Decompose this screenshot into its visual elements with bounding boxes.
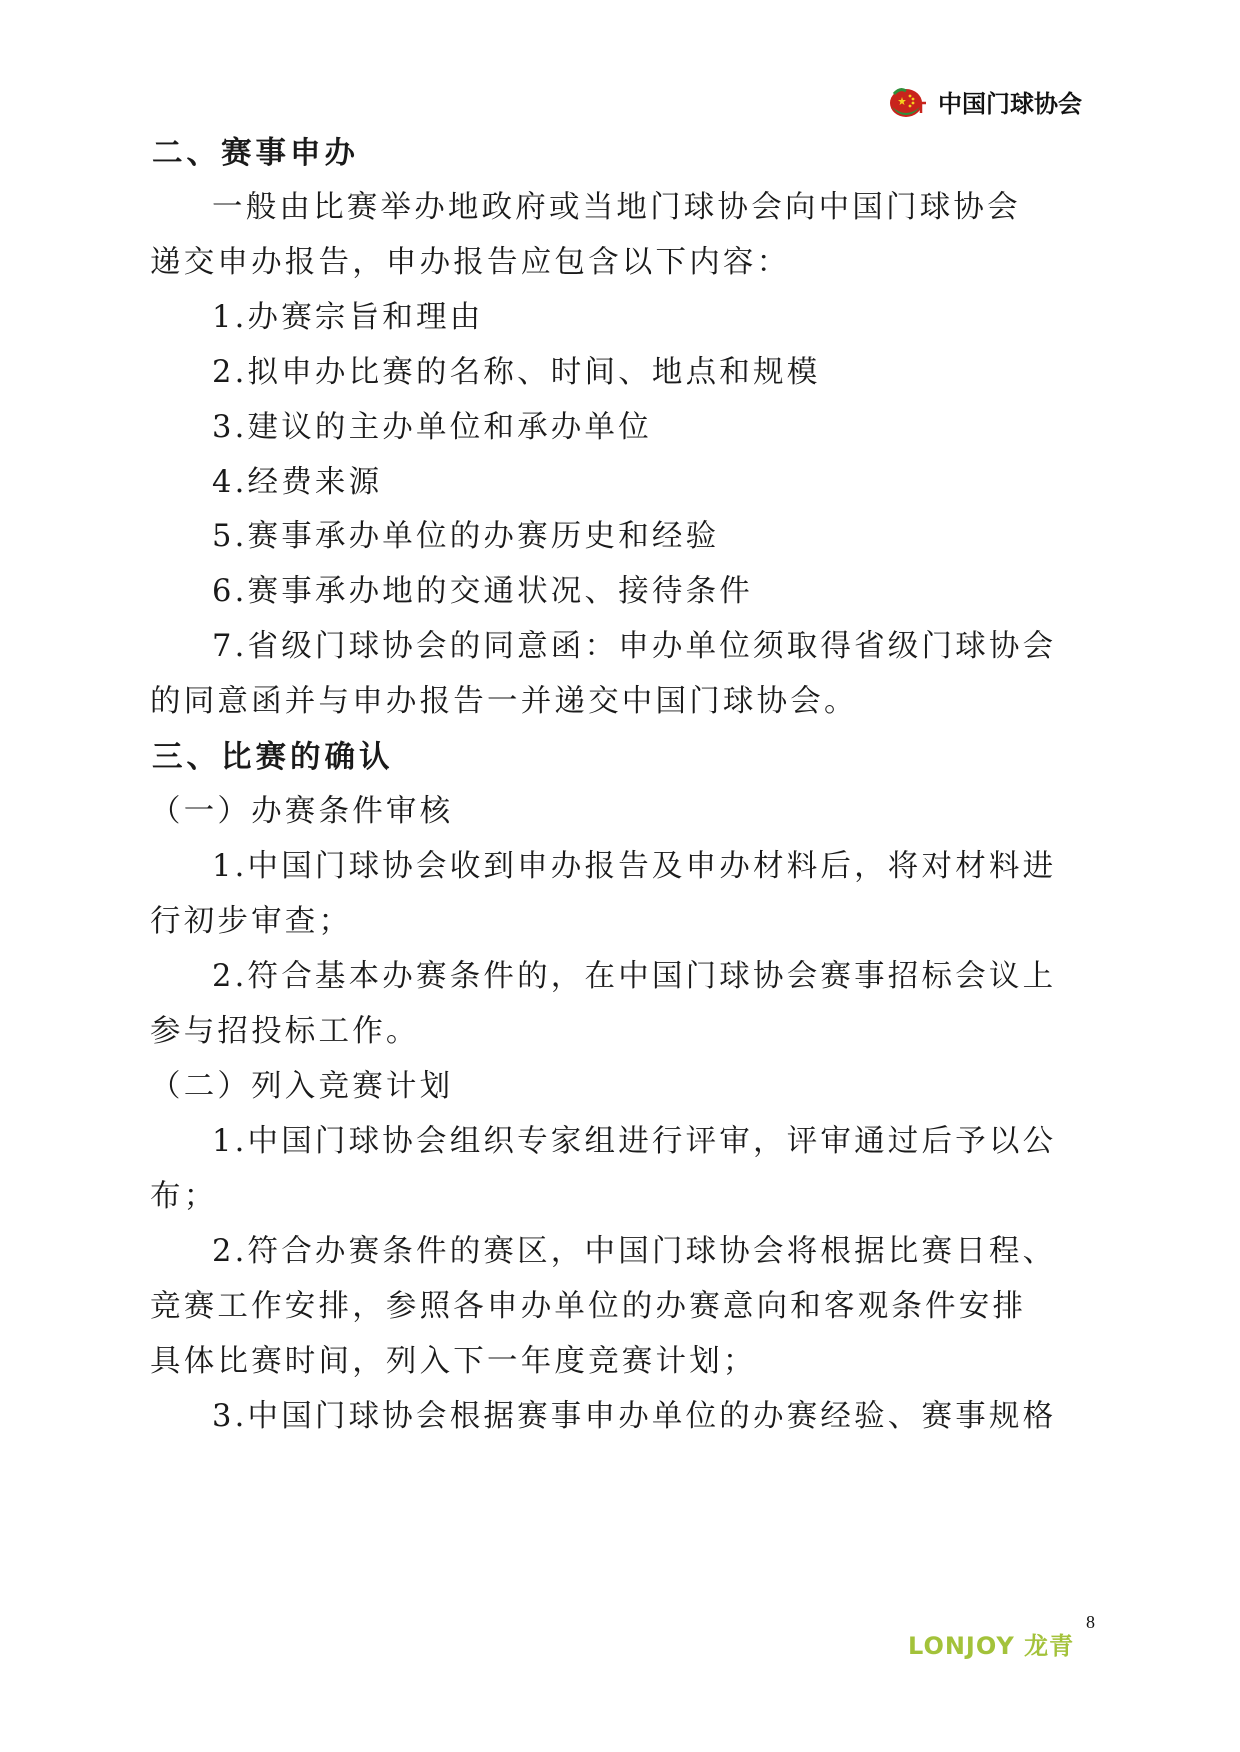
section-heading-confirmation: 三、比赛的确认 [152, 739, 394, 775]
list-item: 2.符合办赛条件的赛区，中国门球协会将根据比赛日程、 [212, 1234, 1057, 1269]
list-item-continued: 参与招投标工作。 [150, 1014, 420, 1049]
list-item: 7.省级门球协会的同意函：申办单位须取得省级门球协会 [212, 629, 1057, 664]
paragraph-line: 递交申办报告，申办报告应包含以下内容： [150, 245, 791, 280]
list-item-continued: 具体比赛时间，列入下一年度竞赛计划； [150, 1344, 757, 1379]
paragraph-line: 一般由比赛举办地政府或当地门球协会向中国门球协会 [212, 190, 1021, 225]
list-item: 5.赛事承办单位的办赛历史和经验 [212, 519, 720, 554]
list-item: 2.符合基本办赛条件的，在中国门球协会赛事招标会议上 [212, 959, 1057, 994]
croquet-association-emblem-icon [888, 85, 928, 119]
list-item-continued: 布； [150, 1179, 218, 1214]
list-item: 3.建议的主办单位和承办单位 [212, 410, 652, 445]
list-item: 1.中国门球协会组织专家组进行评审，评审通过后予以公 [212, 1124, 1057, 1159]
header-logo [888, 84, 1082, 119]
list-item: 4.经费来源 [212, 465, 383, 500]
list-item: 1.办赛宗旨和理由 [212, 300, 484, 335]
list-item-continued: 的同意函并与申办报告一并递交中国门球协会。 [150, 684, 858, 719]
subsection-heading: （二）列入竞赛计划 [150, 1069, 454, 1104]
page-number: 8 [1086, 1612, 1095, 1632]
list-item: 2.拟申办比赛的名称、时间、地点和规模 [212, 355, 821, 390]
subsection-heading: （一）办赛条件审核 [150, 794, 454, 829]
footer-brand-logo: LONJOY 龙青 [908, 1632, 1075, 1660]
list-item: 1.中国门球协会收到申办报告及申办材料后，将对材料进 [212, 849, 1057, 884]
list-item-continued: 竞赛工作安排，参照各申办单位的办赛意向和客观条件安排 [150, 1289, 1027, 1324]
org-name: 中国门球协会 [938, 90, 1082, 118]
section-heading-bid: 二、赛事申办 [152, 135, 359, 171]
list-item-continued: 行初步审查； [150, 904, 353, 939]
list-item: 6.赛事承办地的交通状况、接待条件 [212, 574, 753, 609]
list-item: 3.中国门球协会根据赛事申办单位的办赛经验、赛事规格 [212, 1399, 1057, 1434]
